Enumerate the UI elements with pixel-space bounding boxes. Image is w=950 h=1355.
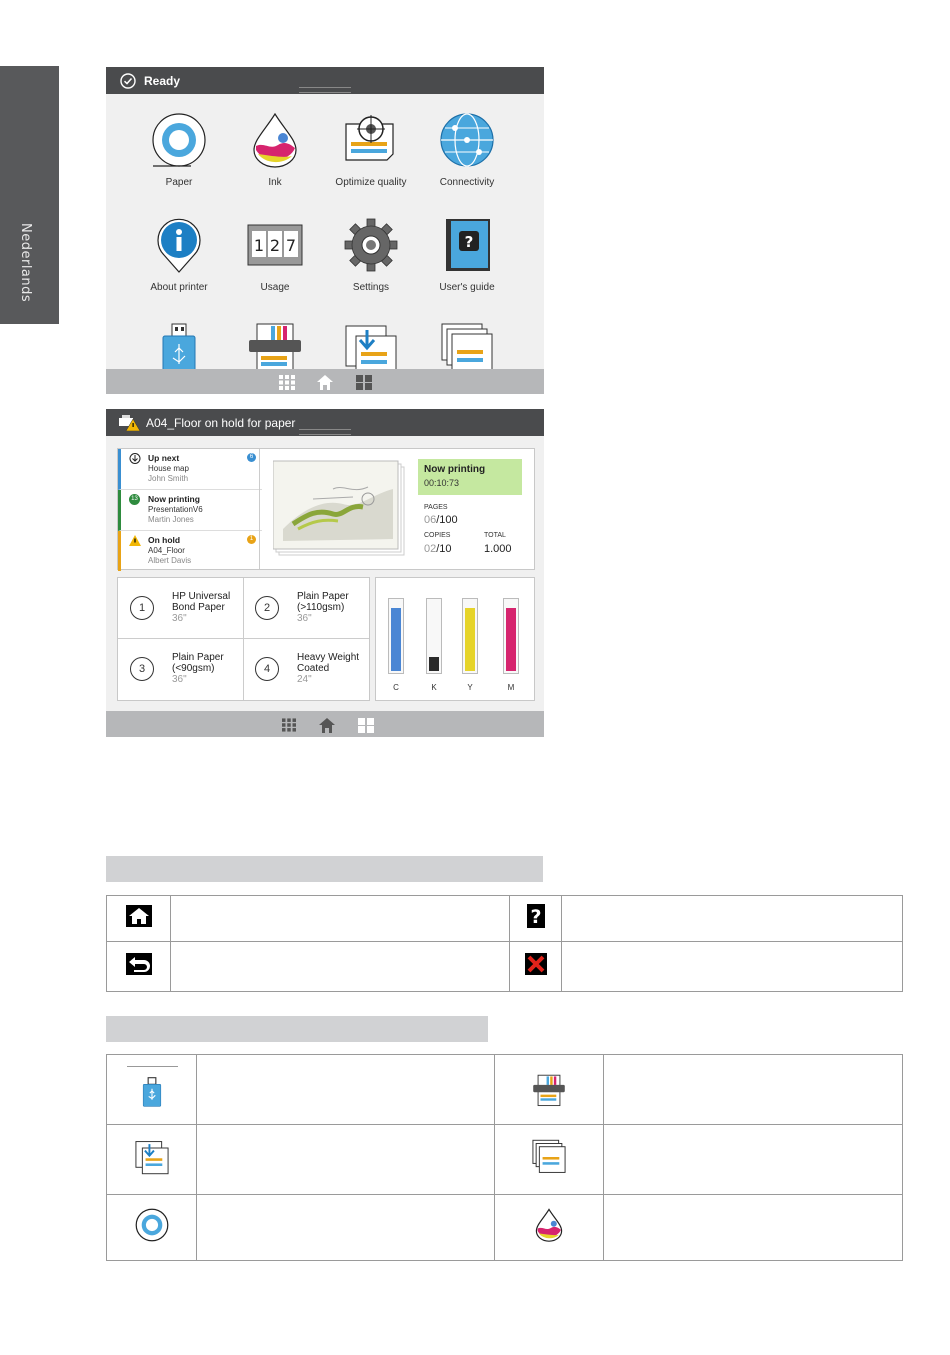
copies-label: COPIES bbox=[424, 532, 451, 539]
legend-description bbox=[604, 1125, 903, 1195]
section-header-bar-1 bbox=[106, 856, 543, 882]
print-from-icon bbox=[134, 1139, 170, 1175]
legend-description bbox=[197, 1125, 495, 1195]
queue-item-on-hold[interactable] bbox=[118, 531, 262, 571]
paper-name: HP Universal Bond Paper 36" bbox=[172, 591, 231, 624]
now-printing-box bbox=[418, 459, 522, 495]
app-about-printer-label: About printer bbox=[150, 282, 208, 293]
legend-icon-cell bbox=[495, 1195, 604, 1261]
home-screen bbox=[106, 67, 544, 394]
roll-number: 2 bbox=[255, 596, 279, 620]
ink-cartridge-m[interactable] bbox=[503, 598, 519, 674]
app-optimize-quality[interactable] bbox=[323, 112, 419, 192]
svg-text:7: 7 bbox=[285, 236, 297, 255]
printer-warning-icon bbox=[118, 415, 140, 431]
legend-description bbox=[604, 1055, 903, 1125]
job-card bbox=[117, 448, 535, 570]
now-printing-label: Now printing bbox=[424, 464, 486, 475]
job-screen bbox=[106, 409, 544, 737]
roll-number: 1 bbox=[130, 596, 154, 620]
home-icon bbox=[126, 905, 152, 927]
ink-level-fill bbox=[465, 608, 475, 671]
drag-handle[interactable] bbox=[299, 87, 351, 93]
app-connectivity-label: Connectivity bbox=[439, 177, 495, 188]
queue-item-user: John Smith bbox=[148, 474, 189, 483]
app-usage[interactable] bbox=[227, 217, 323, 297]
hold-count-badge: 1 bbox=[247, 535, 256, 544]
paper-card bbox=[117, 577, 370, 701]
pages-total: /100 bbox=[436, 514, 458, 526]
paper-name: Plain Paper (>110gsm) 36" bbox=[297, 591, 349, 624]
paper-roll-icon bbox=[135, 1208, 169, 1242]
paper-roll-2[interactable] bbox=[243, 578, 368, 638]
legend-icon-cell bbox=[495, 1125, 604, 1195]
status-bar[interactable] bbox=[106, 67, 544, 94]
legend-description bbox=[171, 896, 510, 942]
ink-cartridge-y[interactable] bbox=[462, 598, 478, 674]
section-header-bar-2 bbox=[106, 1016, 488, 1042]
queue-item-job: A04_Floor bbox=[148, 546, 185, 555]
usb-icon bbox=[141, 1074, 163, 1110]
ink-label: M bbox=[507, 683, 515, 692]
legend-icon-cell bbox=[510, 942, 562, 992]
pages-label: PAGES bbox=[424, 504, 448, 511]
print-from-icon bbox=[343, 322, 399, 369]
job-queue-icon bbox=[439, 322, 495, 369]
legend-description bbox=[171, 942, 510, 992]
pages-value bbox=[424, 514, 458, 526]
paper-roll-icon bbox=[151, 112, 207, 168]
optimize-quality-icon bbox=[343, 112, 399, 168]
svg-text:1: 1 bbox=[253, 236, 265, 255]
legend-icon-cell bbox=[107, 1195, 197, 1261]
app-settings[interactable] bbox=[323, 217, 419, 297]
app-ink[interactable] bbox=[227, 112, 323, 192]
paper-roll-4[interactable] bbox=[243, 639, 368, 699]
app-usage-label: Usage bbox=[260, 282, 290, 293]
help-book-icon bbox=[439, 217, 495, 273]
language-tab-label: Nederlands bbox=[18, 223, 33, 303]
app-print-from[interactable] bbox=[323, 322, 419, 369]
legend-icon-cell bbox=[107, 896, 171, 942]
app-optimize-quality-label: Optimize quality bbox=[335, 177, 407, 188]
total-value: 1.000 bbox=[484, 543, 512, 555]
app-users-guide-label: User's guide bbox=[439, 282, 495, 293]
ink-level-fill bbox=[429, 657, 439, 671]
status-text: Ready bbox=[144, 73, 181, 88]
legend-icon-cell bbox=[107, 942, 171, 992]
ink-level-fill bbox=[506, 608, 516, 671]
printing-count-badge: 13 bbox=[129, 494, 140, 505]
copies-done: 02 bbox=[424, 543, 437, 555]
now-printing-time: 00:10:73 bbox=[424, 478, 460, 488]
roll-number: 4 bbox=[255, 657, 279, 681]
legend-description bbox=[562, 896, 903, 942]
widgets-icon[interactable] bbox=[358, 718, 374, 733]
ink-card[interactable] bbox=[375, 577, 535, 701]
ink-drop-icon bbox=[250, 112, 300, 168]
info-pin-icon bbox=[154, 217, 204, 273]
legend-description bbox=[562, 942, 903, 992]
app-users-guide[interactable] bbox=[419, 217, 515, 297]
svg-text:?: ? bbox=[529, 906, 542, 928]
paper-name: Heavy Weight Coated 24" bbox=[297, 652, 360, 685]
counter-icon bbox=[247, 217, 303, 273]
app-scan[interactable] bbox=[227, 322, 323, 369]
legend-icon-cell bbox=[510, 896, 562, 942]
help-icon bbox=[527, 904, 545, 928]
status-bar[interactable] bbox=[106, 409, 544, 436]
paper-roll-1[interactable] bbox=[118, 578, 243, 638]
legend-icon-cell bbox=[495, 1055, 604, 1125]
app-usb[interactable] bbox=[131, 322, 227, 369]
ink-label: K bbox=[431, 683, 437, 692]
legend-table-1 bbox=[106, 895, 903, 992]
globe-icon bbox=[439, 112, 495, 168]
job-queue-icon bbox=[531, 1139, 567, 1175]
gear-icon bbox=[343, 217, 399, 273]
widgets-icon[interactable] bbox=[356, 375, 372, 390]
bottom-nav bbox=[106, 369, 544, 394]
app-ink-label: Ink bbox=[268, 177, 282, 188]
ink-label: Y bbox=[467, 683, 473, 692]
ink-cartridge-k[interactable] bbox=[426, 598, 442, 674]
download-icon bbox=[129, 453, 141, 464]
home-icon[interactable] bbox=[317, 375, 333, 390]
legend-description bbox=[604, 1195, 903, 1261]
queue-item-title: Now printing bbox=[148, 494, 200, 504]
total-label: TOTAL bbox=[484, 532, 506, 539]
cancel-icon bbox=[525, 953, 547, 975]
check-circle-icon bbox=[120, 73, 136, 89]
copies-total: /10 bbox=[436, 543, 452, 555]
app-settings-label: Settings bbox=[352, 282, 390, 293]
queue-item-now-printing[interactable] bbox=[118, 490, 262, 531]
scan-icon bbox=[532, 1074, 566, 1108]
back-icon bbox=[126, 953, 152, 975]
app-paper[interactable] bbox=[131, 112, 227, 192]
ink-cartridge-c[interactable] bbox=[388, 598, 404, 674]
drag-handle[interactable] bbox=[299, 429, 351, 435]
apps-grid-icon[interactable] bbox=[282, 718, 296, 732]
queue-item-title: Up next bbox=[148, 453, 180, 463]
queue-item-up-next[interactable] bbox=[118, 449, 262, 490]
scan-icon bbox=[247, 322, 303, 369]
app-paper-label: Paper bbox=[165, 177, 193, 188]
app-job-queue[interactable] bbox=[419, 322, 515, 369]
legend-icon-cell bbox=[107, 1125, 197, 1195]
home-icon[interactable] bbox=[319, 718, 335, 733]
status-text: A04_Floor on hold for paper bbox=[146, 415, 296, 430]
legend-table-2 bbox=[106, 1054, 903, 1261]
app-connectivity[interactable] bbox=[419, 112, 515, 192]
queue-item-user: Albert Davis bbox=[148, 556, 192, 565]
warning-icon bbox=[129, 535, 141, 546]
copies-value bbox=[424, 543, 452, 555]
paper-roll-3[interactable] bbox=[118, 639, 243, 699]
svg-text:2: 2 bbox=[269, 236, 281, 255]
ink-level-fill bbox=[391, 608, 401, 671]
svg-text:?: ? bbox=[464, 233, 474, 251]
queue-item-user: Martin Jones bbox=[148, 515, 194, 524]
roll-number: 3 bbox=[130, 657, 154, 681]
legend-icon-cell bbox=[107, 1055, 197, 1125]
bottom-nav bbox=[106, 711, 544, 737]
queue-item-title: On hold bbox=[148, 535, 181, 545]
apps-grid-icon[interactable] bbox=[279, 375, 295, 390]
ink-label: C bbox=[393, 683, 399, 692]
paper-name: Plain Paper (<90gsm) 36" bbox=[172, 652, 224, 685]
ink-drop-icon bbox=[534, 1208, 564, 1242]
app-about-printer[interactable] bbox=[131, 217, 227, 297]
queue-item-job: House map bbox=[148, 464, 189, 473]
legend-description bbox=[197, 1195, 495, 1261]
job-preview-thumbnail[interactable] bbox=[273, 459, 408, 559]
legend-description bbox=[197, 1055, 495, 1125]
queue-item-job: PresentationV6 bbox=[148, 505, 203, 514]
language-tab bbox=[0, 66, 59, 324]
pages-done: 06 bbox=[424, 514, 437, 526]
queue-count-badge: 6 bbox=[247, 453, 256, 462]
usb-icon bbox=[159, 322, 199, 369]
